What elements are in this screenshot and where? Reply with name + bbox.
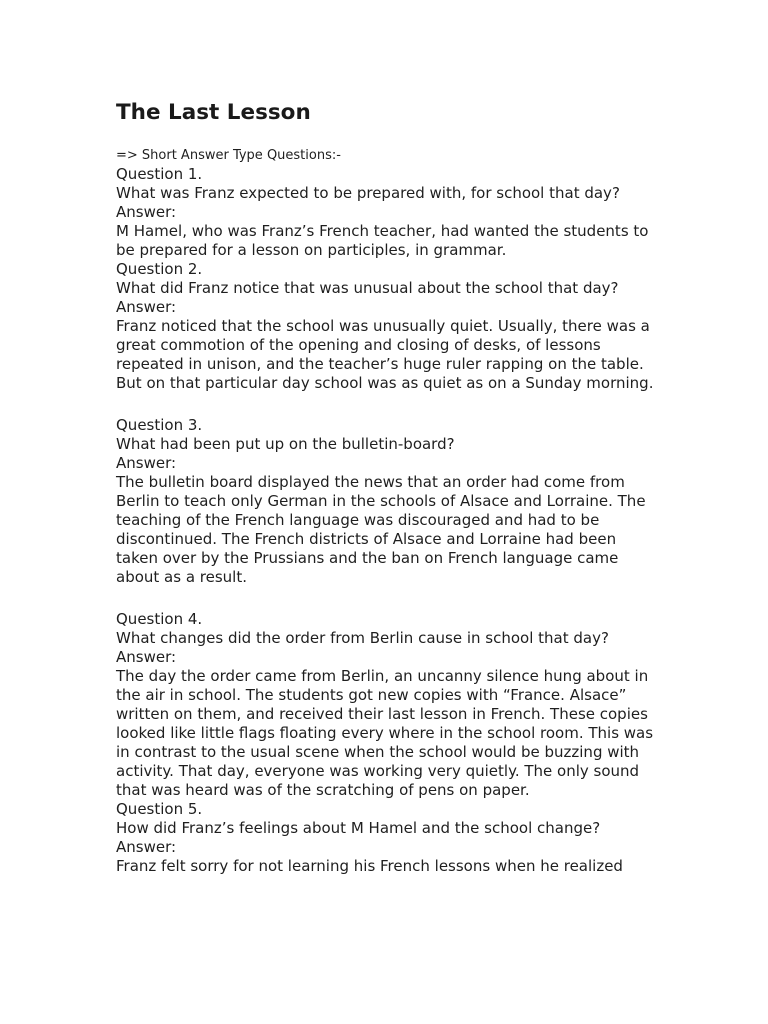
question-label: Question 1. <box>116 165 203 183</box>
qa-block-4 <box>116 610 661 800</box>
question-text: How did Franz’s feelings about M Hamel and the school change? <box>116 819 601 837</box>
qa-block-2 <box>116 260 661 393</box>
question-text: What had been put up on the bulletin-board? <box>116 435 455 453</box>
answer-label: Answer: <box>116 648 177 666</box>
qa-block-3 <box>116 416 661 587</box>
answer-label: Answer: <box>116 838 177 856</box>
answer-text: The day the order came from Berlin, an uncanny silence hung about in the air in school. The students got new copies with “France. Alsace” written on them, and received their last lesson in French. These copies looked like little flags floating every where in the school room. This was in contrast to the usual scene when the school would be buzzing with activity. That day, everyone was working very quietly. The only sound that was heard was of the scratching of pens on paper. <box>116 667 654 799</box>
section-subheading: => Short Answer Type Questions:- <box>116 148 341 163</box>
answer-text: M Hamel, who was Franz’s French teacher, had wanted the students to be prepared for a lesson on participles, in grammar. <box>116 222 649 259</box>
question-text: What changes did the order from Berlin cause in school that day? <box>116 629 609 647</box>
answer-text: The bulletin board displayed the news that an order had come from Berlin to teach only German in the schools of Alsace and Lorraine. The teaching of the French language was discouraged and had to be discontinued. The French districts of Alsace and Lorraine had been taken over by the Prussians and the ban on French language came about as a result. <box>116 473 646 586</box>
question-label: Question 5. <box>116 800 203 818</box>
answer-label: Answer: <box>116 203 177 221</box>
answer-label: Answer: <box>116 298 177 316</box>
question-label: Question 3. <box>116 416 203 434</box>
qa-block-5 <box>116 800 661 876</box>
paragraph-gap <box>116 393 661 416</box>
answer-text: Franz felt sorry for not learning his French lessons when he realized <box>116 857 623 875</box>
document-page <box>116 98 661 876</box>
document-title: The Last Lesson <box>116 100 311 125</box>
question-text: What did Franz notice that was unusual about the school that day? <box>116 279 619 297</box>
qa-block-1 <box>116 165 661 260</box>
question-label: Question 4. <box>116 610 203 628</box>
answer-label: Answer: <box>116 454 177 472</box>
question-label: Question 2. <box>116 260 203 278</box>
paragraph-gap <box>116 587 661 610</box>
question-text: What was Franz expected to be prepared with, for school that day? <box>116 184 620 202</box>
answer-text: Franz noticed that the school was unusually quiet. Usually, there was a great commotion of the opening and closing of desks, of lessons repeated in unison, and the teacher’s huge ruler rapping on the table. But on that particular day school was as quiet as on a Sunday morning. <box>116 317 654 392</box>
